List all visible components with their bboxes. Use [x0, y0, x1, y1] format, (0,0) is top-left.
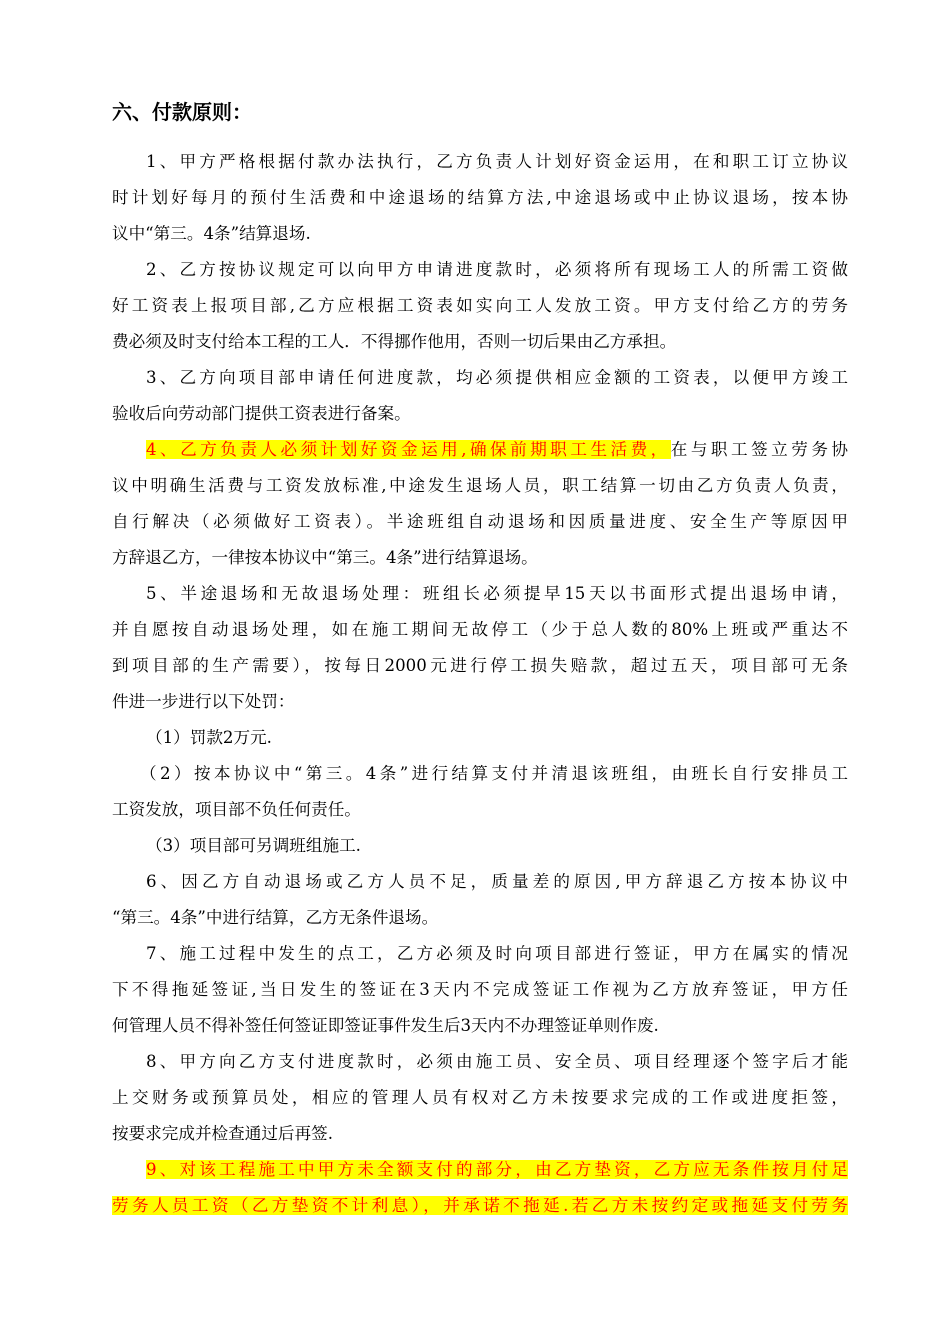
text-line: 件进一步进行以下处罚：	[112, 692, 295, 711]
text-line: 何管理人员不得补签任何签证即签证事件发生后3天内不办理签证单则作废.	[112, 1016, 659, 1035]
paragraph-5	[112, 576, 848, 720]
text-line: 并自愿按自动退场处理，如在施工期间无故停工（少于总人数的80%上班或严重达不	[112, 620, 848, 639]
text-line: 验收后向劳动部门提供工资表进行备案。	[112, 404, 411, 423]
text-line: “第三。4条”中进行结算，乙方无条件退场。	[112, 908, 439, 927]
text-line: 5、半途退场和无故退场处理：班组长必须提早15天以书面形式提出退场申请，	[146, 584, 848, 603]
text-line	[112, 1188, 848, 1224]
highlighted-text: 9、对该工程施工中甲方未全额支付的部分，由乙方垫资，乙方应无条件按月付足	[146, 1160, 848, 1179]
text-line: 1、甲方严格根据付款办法执行，乙方负责人计划好资金运用，在和职工订立协议	[146, 152, 848, 171]
highlighted-text: 4、乙方负责人必须计划好资金运用,确保前期职工生活费，	[146, 440, 671, 459]
text-line: （2）按本协议中“第三。4条”进行结算支付并清退该班组，由班长自行安排员工	[140, 764, 848, 783]
text-line: 上交财务或预算员处，相应的管理人员有权对乙方未按要求完成的工作或进度拒签，	[112, 1088, 848, 1107]
section-heading: 六、付款原则：	[112, 100, 252, 124]
text-line: 8、甲方向乙方支付进度款时，必须由施工员、安全员、项目经理逐个签字后才能	[146, 1052, 848, 1071]
paragraph-2	[112, 252, 848, 360]
paragraph-8	[112, 1044, 848, 1152]
paragraph-6	[112, 864, 848, 936]
highlighted-text: 劳务人员工资（乙方垫资不计利息），并承诺不拖延.若乙方未按约定或拖延支付劳务	[112, 1196, 848, 1215]
sub-item-1	[112, 720, 848, 756]
paragraph-1	[112, 144, 848, 252]
text-line	[112, 1152, 848, 1188]
paragraph-4	[112, 432, 848, 576]
text-line: （1）罚款2万元.	[146, 728, 272, 747]
paragraph-7	[112, 936, 848, 1044]
text-line: 议中“第三。4条”结算退场.	[112, 224, 311, 243]
sub-item-3	[112, 828, 848, 864]
text-line: 下不得拖延签证,当日发生的签证在3天内不完成签证工作视为乙方放弃签证，甲方任	[112, 980, 848, 999]
text-line: 时计划好每月的预付生活费和中途退场的结算方法,中途退场或中止协议退场，按本协	[112, 188, 848, 207]
paragraph-3	[112, 360, 848, 432]
text-line: 好工资表上报项目部,乙方应根据工资表如实向工人发放工资。甲方支付给乙方的劳务	[112, 296, 848, 315]
text-line: 议中明确生活费与工资发放标准,中途发生退场人员，职工结算一切由乙方负责人负责，	[112, 476, 848, 495]
text-line: 方辞退乙方，一律按本协议中“第三。4条”进行结算退场。	[112, 548, 538, 567]
text-line	[112, 432, 848, 468]
text-line: 6、因乙方自动退场或乙方人员不足，质量差的原因,甲方辞退乙方按本协议中	[146, 872, 848, 891]
text-line: 费必须及时支付给本工程的工人．不得挪作他用，否则一切后果由乙方承担。	[112, 332, 677, 351]
text-line: 自行解决（必须做好工资表）。半途班组自动退场和因质量进度、安全生产等原因甲	[112, 512, 848, 531]
text-line: 2、乙方按协议规定可以向甲方申请进度款时，必须将所有现场工人的所需工资做	[146, 260, 848, 279]
text-span: 在与职工签立劳务协	[670, 440, 848, 459]
paragraph-9	[112, 1152, 848, 1224]
text-line: （3）项目部可另调班组施工.	[146, 836, 361, 855]
sub-item-2	[112, 756, 848, 828]
text-line: 到项目部的生产需要），按每日2000元进行停工损失赔款，超过五天，项目部可无条	[112, 656, 848, 675]
text-line: 按要求完成并检查通过后再签.	[112, 1124, 333, 1143]
text-line: 工资发放，项目部不负任何责任。	[112, 800, 361, 819]
text-line: 3、乙方向项目部申请任何进度款，均必须提供相应金额的工资表，以便甲方竣工	[146, 368, 848, 387]
text-line: 7、施工过程中发生的点工，乙方必须及时向项目部进行签证，甲方在属实的情况	[146, 944, 848, 963]
